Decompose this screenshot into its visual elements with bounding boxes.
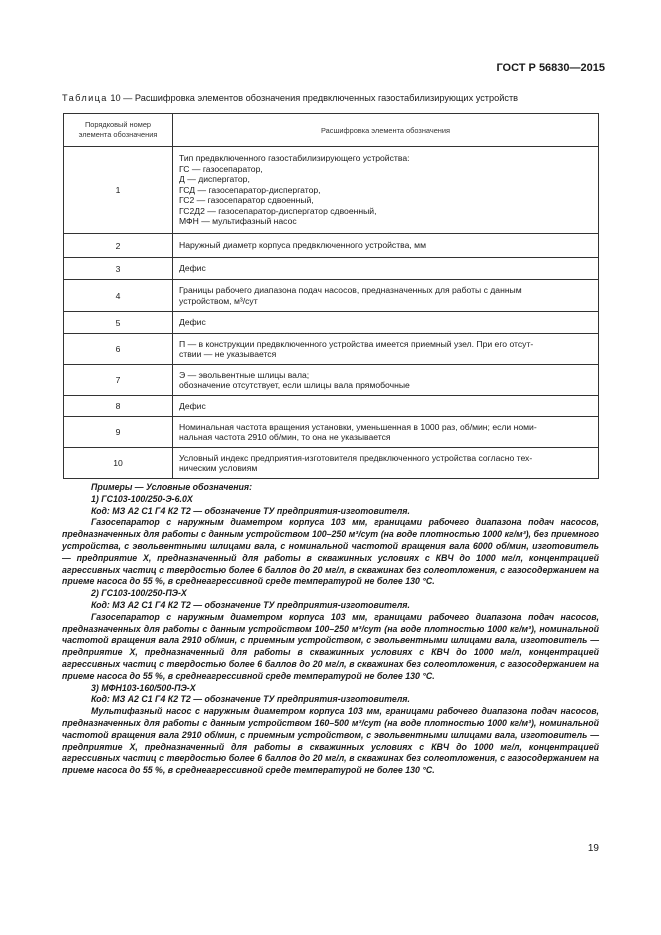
column-header-number-line: Порядковый номер (84, 120, 152, 130)
example-code: Код: МЗ А2 С1 Г4 К2 Т2 — обозначение ТУ предприятия-изготовителя. (91, 599, 410, 610)
description-line: Дефис (179, 317, 206, 328)
description-line: ническим условиям (179, 463, 258, 473)
decoding-table (63, 113, 599, 479)
table-row (64, 334, 599, 365)
example-description: Газосепаратор с наружным диаметром корпуса 103 мм, границами рабочего диапазона подач насосов, предназначенных для работы с данным устройством 100–250 м³/сут (на воде плотностью 1000 кг/м³), без приемного устройства, с эвольвентными шлицами вала, с номинальной частотой вращения вала 6000 об/мин, изготовитель — предприятие Х, предназначенный для работы в скважинных условиях с КВЧ до 1000 мг/л, концентрацией агрессивных частиц с твердостью более 6 баллов до 20 мг/л, в скважинах без солеотложения, с газосодержанием на приеме насоса до 55 %, в среднеагрессивной среде температурой не более 130 °С. (62, 517, 599, 587)
example-description: Мультифазный насос с наружным диаметром корпуса 103 мм, границами рабочего диапазона подач насосов, предназначенных для работы с данным устройством 160–500 м³/сут (на воде плотностью 1000 кг/м³), номинальной частотой вращения вала 2910 об/мин, с приемным устройством, с эвольвентными шлицами вала, изготовитель — предприятие Х, предназначенный для работы в скважинных условиях с КВЧ до 1000 мг/л, концентрацией агрессивных частиц с твердостью более 6 баллов до 20 мг/л, в скважинах без солеотложения, с газосодержанием на приеме насоса до 55 %, в среднеагрессивной среде температурой не более 130 °С. (62, 706, 599, 776)
table-caption-lead: Таблица (62, 93, 108, 103)
description-line: Дефис (179, 400, 206, 411)
example-code: Код: МЗ А2 С1 Г4 К2 Т2 — обозначение ТУ предприятия-изготовителя. (91, 505, 410, 516)
table-row (64, 365, 599, 396)
description-line: обозначение отсутствует, если шлицы вала прямобочные (179, 380, 410, 390)
row-number: 1 (64, 147, 173, 234)
row-number: 10 (64, 448, 173, 479)
document-code: ГОСТ Р 56830—2015 (496, 62, 605, 74)
column-header-number (64, 114, 173, 147)
description-line: Наружный диаметр корпуса предвключенного устройства, мм (179, 240, 426, 251)
table-row (64, 312, 599, 334)
row-description (173, 365, 599, 396)
table-row (64, 280, 599, 312)
description-line: Тип предвключенного газостабилизирующего устройства: (179, 153, 410, 164)
description-line: Номинальная частота вращения установки, уменьшенная в 1000 раз, об/мин; если номи- (179, 421, 537, 432)
table-row (64, 417, 599, 448)
row-description (173, 334, 599, 365)
examples-heading: Примеры — Условные обозначения: (91, 482, 253, 492)
table-row (64, 448, 599, 479)
table-row (64, 396, 599, 417)
description-line: Границы рабочего диапазона подач насосов, предназначенных для работы с данным (179, 285, 522, 296)
row-description (173, 147, 599, 234)
row-number: 2 (64, 234, 173, 258)
description-line: Э — эвольвентные шлицы вала; (179, 369, 310, 380)
description-line: ГС — газосепаратор, (179, 163, 263, 174)
example-title: 2) ГС103-100/250-ПЭ-Х (91, 588, 187, 599)
description-line: ГС2Д2 — газосепаратор-диспергатор сдвоенный, (179, 205, 377, 216)
row-description (173, 280, 599, 312)
row-number: 3 (64, 258, 173, 280)
table-caption-text: 10 — Расшифровка элементов обозначения предвключенных газостабилизирующих устройств (107, 93, 519, 103)
description-line: П — в конструкции предвключенного устройства имеется приемный узел. При его отсут- (179, 338, 534, 349)
row-number: 9 (64, 417, 173, 448)
description-line: МФН — мультифазный насос (179, 216, 297, 227)
example-title: 3) МФН103-160/500-ПЭ-Х (91, 682, 196, 693)
description-line: Д — диспергатор, (179, 174, 250, 185)
row-number: 7 (64, 365, 173, 396)
row-number: 8 (64, 396, 173, 417)
description-line: устройством, м³/сут (179, 295, 258, 306)
table-row (64, 147, 599, 234)
table-row (64, 234, 599, 258)
column-header-decoding: Расшифровка элемента обозначения (173, 114, 599, 147)
row-description (173, 258, 599, 280)
column-header-number-line: элемента обозначения (78, 130, 158, 139)
description-line: ГС2 — газосепаратор сдвоенный, (179, 195, 314, 206)
table-row (64, 258, 599, 280)
description-line: нальная частота 2910 об/мин, то она не указывается (179, 432, 391, 442)
examples-section (62, 482, 599, 777)
example-title: 1) ГС103-100/250-Э-6.0Х (91, 493, 193, 504)
description-line: Дефис (179, 263, 206, 274)
row-number: 5 (64, 312, 173, 334)
page-number: 19 (587, 843, 599, 854)
description-line: ГСД — газосепаратор-диспергатор, (179, 184, 321, 195)
description-line: ствии — не указывается (179, 349, 277, 359)
row-number: 4 (64, 280, 173, 312)
row-number: 6 (64, 334, 173, 365)
row-description (173, 448, 599, 479)
row-description (173, 234, 599, 258)
table-header-row (64, 114, 599, 147)
row-description (173, 417, 599, 448)
table-caption (62, 93, 518, 103)
example-code: Код: МЗ А2 С1 Г4 К2 Т2 — обозначение ТУ предприятия-изготовителя. (91, 694, 410, 705)
example-description: Газосепаратор с наружным диаметром корпуса 103 мм, границами рабочего диапазона подач насосов, предназначенных для работы с данным устройством 100–250 м³/сут (на воде плотностью 1000 кг/м³), номинальной частотой вращения вала 2910 об/мин, с приемным устройством, с эвольвентными шлицами вала, изготовитель — предприятие Х, предназначенный для работы в скважинных условиях с КВЧ до 1000 мг/л, концентрацией агрессивных частиц с твердостью более 6 баллов до 20 мг/л, в скважинах без солеотложения, с газосодержанием на приеме насоса до 55 %, в среднеагрессивной среде температурой не более 130 °С. (62, 611, 599, 681)
row-description (173, 396, 599, 417)
description-line: Условный индекс предприятия-изготовителя предвключенного устройства согласно тех- (179, 452, 533, 463)
row-description (173, 312, 599, 334)
